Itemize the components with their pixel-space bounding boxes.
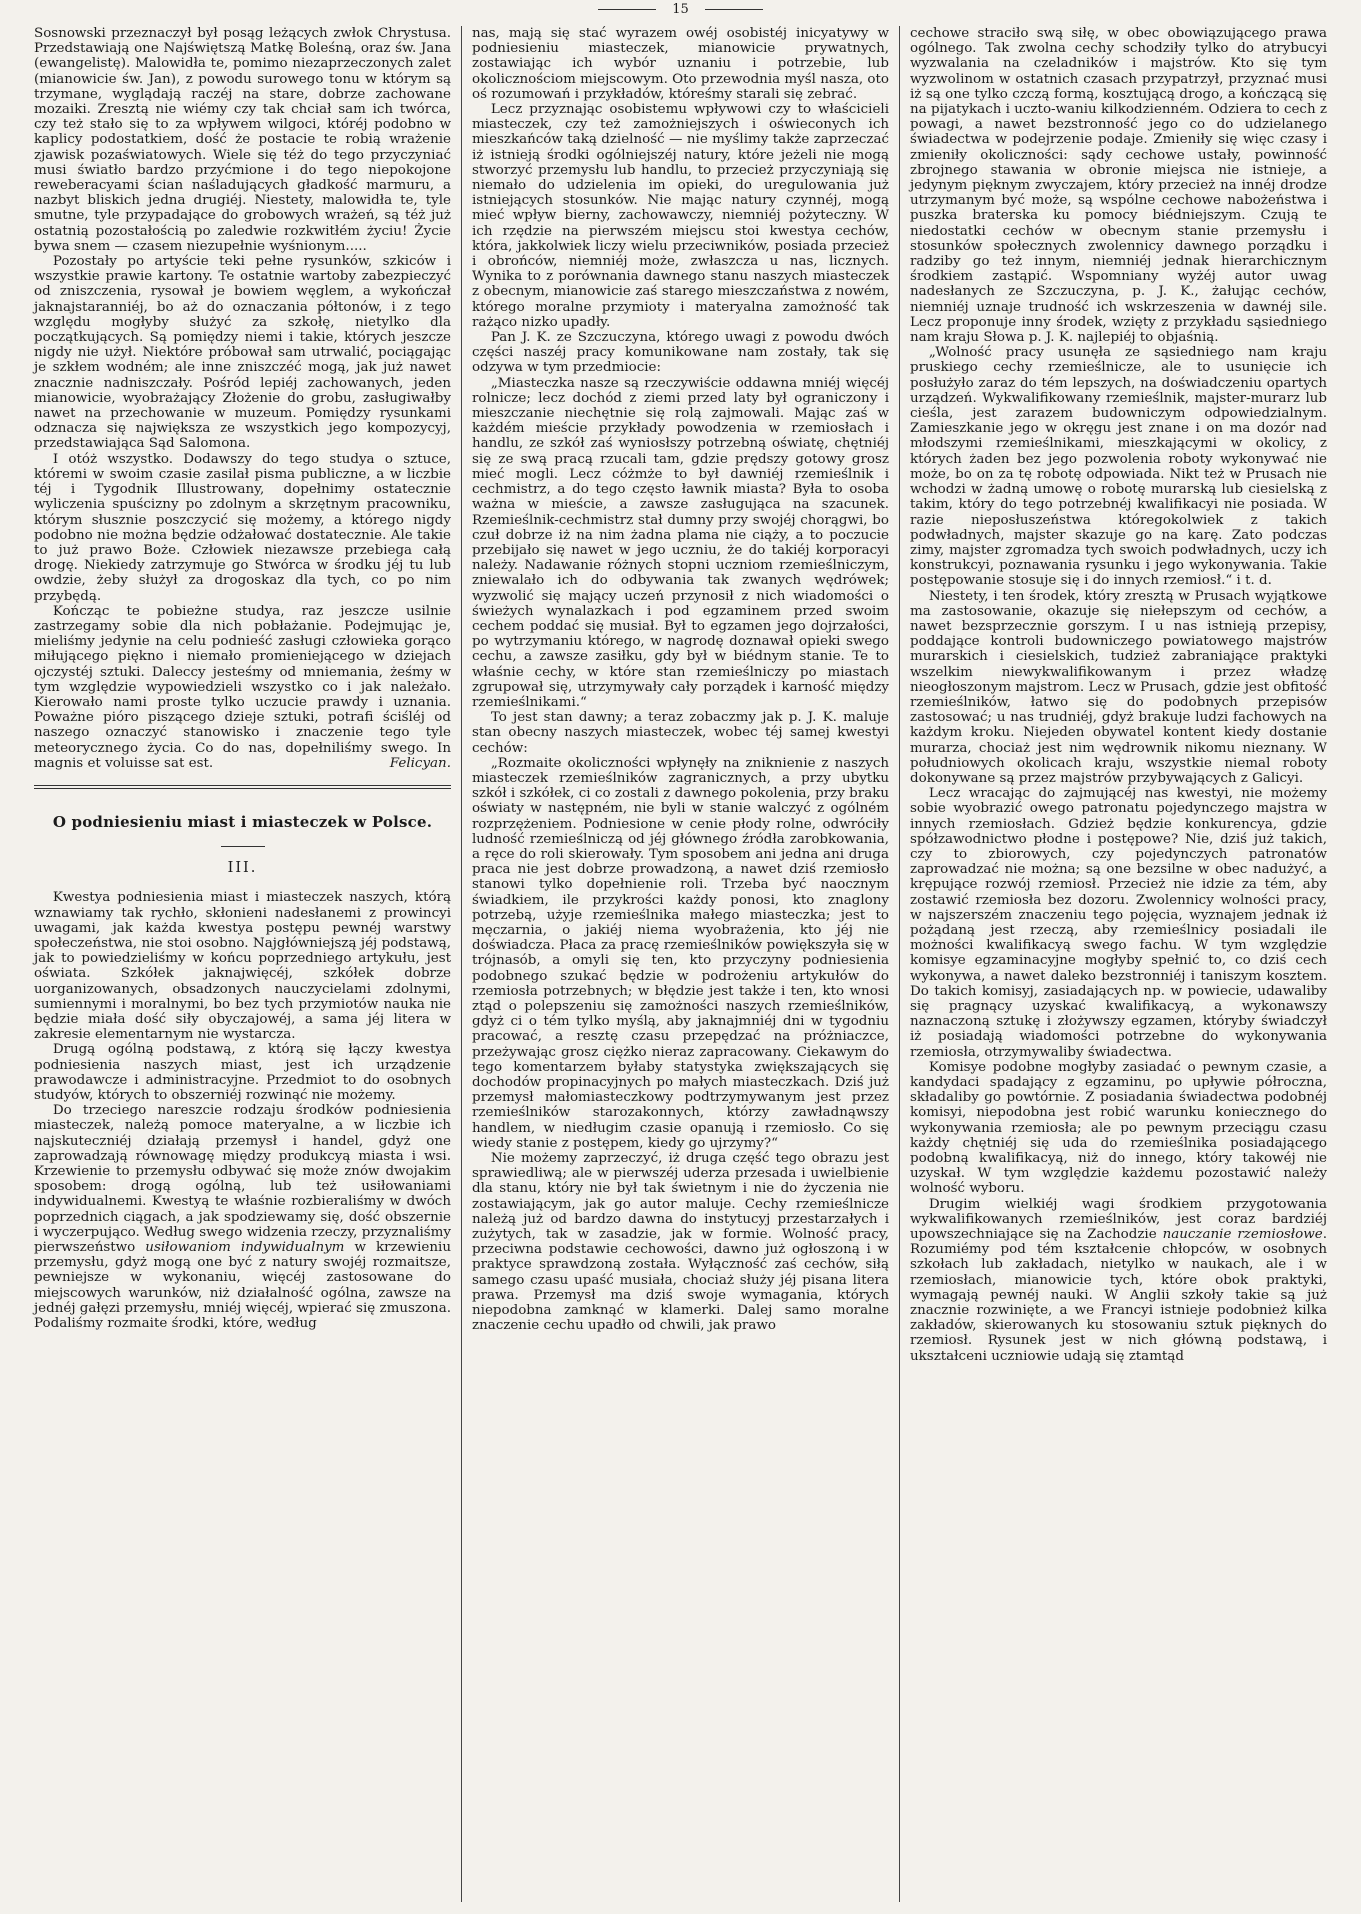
paragraph-text: . Rozumiémy pod tém kształcenie chłopców, w osobnych szkołach lub zakładach, nietylko w naukach, ale i w rzemiosłach, mianowicie tych, które obok praktyki, wymagają pewnéj nauki. W Anglii szkoły takie są już znacznie rozwinięte, a we Francyi istnieje podobnież kilka zakładów, skierowanych ku stosowaniu sztuk pięknych do rzemiosł. Rysunek jest w nich główną podstawą, i ukształceni uczniowie udają się ztamtąd xyxy=(910,1227,1327,1364)
paragraph: Niestety, i ten środek, który zresztą w Prusach wyjątkowe ma zastosowanie, okazuje się niełepszym od cechów, a nawet bezsprzecznie gorszym. I u nas istnieją przepisy, poddające kontroli budowniczego powiatowego majstrów murarskich i ciesielskich, tudzież zabraniające praktyki wszelkim niewykwalifikowanym i przez władzę nieogłoszonym majstrom. Lecz w Prusach, gdzie jest obfitość rzemieślników, łatwo się do podobnych przepisów zastosować; u nas trudniéj, gdyż brakuje ludzi fachowych na każdym kroku. Niejeden obywatel kontent kiedy dostanie murarza, chociaż jest nim wędrownik nikomu nieznany. W południowych okolicach kraju, wszystkie niemal roboty dokonywane są przez majstrów przybywających z Galicyi. xyxy=(910,588,1327,786)
paragraph: Komisye podobne mogłyby zasiadać o pewnym czasie, a kandydaci spadający z egzaminu, po upływie półroczna, składaliby go powtórnie. Z posiadania świadectwa podobnéj komisyi, niepodobna jest robić warunku koniecznego do wykonywania rzemiosła; ale po pewnym przeciągu czasu każdy chętniéj się uda do rzemieślnika posiadającego podobną kwalifikacyą, niż do innego, który takowéj nie uzyskał. W tym względzie każdemu pozostawić należy wolność wyboru. xyxy=(910,1059,1327,1197)
article-title: O podniesieniu miast i miasteczek w Polsce. xyxy=(52,812,433,831)
paragraph: cechowe straciło swą siłę, w obec obowiązującego prawa ogólnego. Tak zwolna cechy schodziły tylko do atrybucyi wyzwalania na czeladników i majstrów. Kto się tym wyzwolinom w ostatnich czasach przypatrzył, przyznać musi iż są one tylko czczą formą, kosztującą drogo, a kończącą się na pijatykach i uczto-waniu kilkodzienném. Odziera to cech z powagi, a nawet bezstronność jego co do udzielanego świadectwa w podejrzenie podaje. Zmieniły się więc czasy i zmieniły okoliczności: sądy cechowe ustały, powinność zbrojnego stawania w obronie miejsca nie istnieje, a jedynym pięknym zwyczajem, który przecież na innéj drodze utrzymanym być może, są wspólne cechowe nabożeństwa i puszka braterska ku pomocy biédniejszym. Czują te niedostatki cechów w obecnym stanie przemysłu i stosunków społecznych zwolennicy dawnego porządku i radziby go też innym, niemniéj jednak hierarchicznym środkiem zastąpić. Wspomniany wyżéj autor uwag nadesłanych ze Szczuczyna, p. J. K., żałując cechów, niemniéj uznaje trudność ich wskrzeszenia w dawnéj sile. Lecz proponuje inny środek, wzięty z przykładu sąsiedniego nam kraju Słowa p. J. K. najlepiéj to objaśnią. xyxy=(910,26,1327,346)
emphasized-text: nauczanie rzemiosłowe xyxy=(1162,1227,1323,1243)
paragraph: nas, mają się stać wyrazem owéj osobistéj inicyatywy w podniesieniu miasteczek, mianowicie prywatnych, zostawiając ich wybór uznaniu i potrzebie, lub okolicznościom miejscowym. Oto przewodnia myśl nasza, oto oś rozumowań i przykładów, któreśmy starali się zebrać. xyxy=(472,26,889,102)
paragraph-text: w krzewieniu przemysłu, gdyż mogą one być z natury swojéj rozmaitsze, pewniejsze w wykonaniu, więcéj zastosowane do miejscowych warunków, niż działalność ogólna, zawsze na jednéj gałęzi przemysłu, mniéj więcéj, wpierać się zmuszona. Podaliśmy rozmaite środki, które, według xyxy=(34,1240,451,1332)
quote-paragraph: „Wolność pracy usunęła ze sąsiedniego nam kraju pruskiego cechy rzemieślnicze, ale to usunięcie ich posłużyło zaraz do tém lepszych, na doświadczeniu opartych urządzeń. Wykwalifikowany rzemieślnik, majster-murarz lub cieśla, jest zarazem budowniczym odpowiedzialnym. Zamieszkanie jego w okręgu jest znane i on ma dozór nad młodszymi rzemieślnikami, mieszkającymi w okolicy, z których żaden bez jego pozwolenia roboty wykonywać nie może, bo on za tę robotę odpowiada. Nikt też w Prusach nie wchodzi w żadną umowę o robotę murarską lub ciesielską z takim, który do tego potrzebnéj kwalifikacyi nie posiada. W razie nieposłuszeństwa któregokolwiek z takich podwładnych, majster skazuje go na karę. Zato podczas zimy, majster zgromadza tych swoich podwładnych, uczy ich konstrukcyi, poznawania rysunku i jego wykonywania. Takie postępowanie stosuje się i do innych rzemiosł.“ i t. d. xyxy=(910,345,1327,589)
part-number: III. xyxy=(227,860,258,877)
paragraph: To jest stan dawny; a teraz zobaczmy jak p. J. K. maluje stan obecny naszych miasteczek, wobec téj samej kwestyi cechów: xyxy=(472,710,889,756)
quote-paragraph: „Miasteczka nasze są rzeczywiście oddawna mniéj więcéj rolnicze; lecz dochód z ziemi przed laty był ograniczony i mieszczanie niechętnie się rolą zajmowali. Mając zaś w każdém mieście przykłady powodzenia w rzemiosłach i handlu, ze szkół zaś wyniosłszy potrzebną oświatę, chętniéj się ze swą pracą rzucali tam, gdzie prędszy gotowy grosz mieć mogli. Lecz cóżmże to był dawniéj rzemieślnik i cechmistrz, a do tego często ławnik miasta? Była to osoba ważna w mieście, a zawsze zasługująca na szacunek. Rzemieślnik-cechmistrz stał dumny przy swojéj chorągwi, bo czuł dobrze iż na nim żadna plama nie ciąży, a to poczucie przebijało się nawet w jego uczniu, że do takiéj korporacyi należy. Nadawanie różnych stopni uczniom rzemieślniczym, zniewalało ich do odbywania tak zwanych wędrówek; wyzwolić się mający uczeń przynosił z nich wiadomości o świeżych wynalazkach i pod egzaminem przed swoim cechem poddać się musiał. Był to egzamen jego dojrzałości, po wytrzymaniu którego, w nagrodę doznawał opieki swego cechu, a zawsze zasiłku, gdy był w biédnym stanie. Te to właśnie cechy, w które stan rzemieślniczy po miastach zgrupował się, utrzymywały cały porządek i karność między rzemieślnikami.“ xyxy=(472,375,889,710)
page-number: 15 xyxy=(672,1,689,17)
header-rule-left xyxy=(598,9,656,10)
header-rule-right xyxy=(705,9,763,10)
title-rule xyxy=(221,846,265,847)
paragraph xyxy=(910,1197,1327,1364)
article-separator xyxy=(34,785,451,789)
paragraph: Pozostały po artyście teki pełne rysunków, szkiców i wszystkie prawie kartony. Te ostatnie wartoby zabezpieczyć od zniszczenia, rysował je bowiem węglem, a wykończał jaknajstaranniéj, bo aż do oznaczania półtonów, i z tego względu mogłyby służyć za szkołę, nietylko dla początkujących. Są pomiędzy niemi i takie, których jeszcze nigdy nie użył. Niektóre próbował sam utrwalić, pociągając je szkłem wodném; ale inne zniszczéć mogą, jak już nawet znacznie nadniszczały. Pośród lepiéj zachowanych, jeden mianowicie, wyobrażający Złożenie do grobu, zasługiwałby nawet na przechowanie w muzeum. Pomiędzy rysunkami odznacza się największa ze wszystkich jego kompozycyj, przedstawiająca Sąd Salomona. xyxy=(34,254,451,452)
column-1 xyxy=(24,26,461,1902)
paragraph: Nie możemy zaprzeczyć, iż druga część tego obrazu jest sprawiedliwą; ale w pierwszéj uderza przesada i uwielbienie dla stanu, który nie był tak świetnym i nie do życzenia nie zostawiającym, jak go autor maluje. Cechy rzemieślnicze należą już od bardzo dawna do instytucyj przestarzałych i zużytych, tak w zasadzie, jak w formie. Wolność pracy, przeciwna podstawie cechowości, dawno już ogłoszoną i w praktyce sprawdzoną została. Wyłączność zaś cechów, siłą samego czasu upaść musiała, chociaż służy jéj pisana litera prawa. Przemysł ma dziś swoje wymagania, których niepodobna zamknąć w klamerki. Dalej samo moralne znaczenie cechu upadło od chwili, jak prawo xyxy=(472,1151,889,1334)
paragraph xyxy=(34,1103,451,1331)
paragraph: Lecz wracając do zajmującéj nas kwestyi, nie możemy sobie wyobrazić owego patronatu pojedynczego majstra w innych rzemiosłach. Gdzież będzie konkurencya, gdzie spółzawodnictwo płodne i postępowe? Nie, dziś już takich, czy to zbiorowych, czy pojedynczych patronatów zaprowadzać nie można; są one bezsilne w obec nadużyć, a krępujące rozwój rzemiosł. Przecież nie idzie za tém, aby zostawić rzemiosła bez dozoru. Zwolennicy wolności pracy, w najszerszém znaczeniu tego pojęcia, wyznajem jednak iż pożądaną jest rzeczą, aby rzemieślnicy posiadali ile możności kwalifikacyą swego fachu. W tym względzie komisye egzaminacyjne mogłyby spełnić to, co dziś cech wykonywa, a nawet daleko bezstronniéj i taniszym kosztem. Do takich komisyj, zasiadających np. w powiecie, udawaliby się pragnący uzyskać kwalifikacyą, a wykonawszy naznaczoną sztukę i złożywszy egzamen, któryby świadczył iż posiadają wiadomości potrzebne do wykonywania rzemiosła, otrzymywaliby świadectwa. xyxy=(910,786,1327,1060)
quote-paragraph: „Rozmaite okoliczności wpłynęły na zniknienie z naszych miasteczek rzemieślników zagranicznych, a przy ubytku szkół i szkółek, ci co zostali z dawnego pokolenia, przy braku oświaty w następném, nie byli w stanie walczyć z ogólném rozprzężeniem. Podniesione w cenie płody rolne, odwróciły ludność rzemieślniczą od jéj głównego źródła zarobkowania, a ręce do roli skierowały. Tym sposobem ani jedna ani druga praca nie jest dobrze prowadzoną, a nawet dziś rzemiosło stanowi tylko dopełnienie roli. Trzeba być naocznym świadkiem, ile przykrości każdy ponosi, kto znaglony potrzebą, użyje rzemieślnika małego miasteczka; jest to męczarnia, o jakiéj niema wyobrażenia, kto jéj nie doświadcza. Płaca za pracę rzemieślników powiększyła się w trójnasób, a omyli się ten, kto przyczyny podniesienia podobnego szukać będzie w podrożeniu artykułów do rzemiosła potrzebnych; w błędzie jest także i ten, kto wnosi ztąd o polepszeniu się zamożności naszych rzemieślników, gdyż ci o tém tylko myślą, aby jaknajmniéj dni w tygodniu pracować, a resztę czasu przepędzać na próżniaczce, przeżywając grosz ciężko nieraz zapracowany. Ciekawym do tego komentarzem byłaby statystyka zwiększających się dochodów propinacyjnych po małych miasteczkach. Dziś już przemysł małomiasteczkowy podtrzymywanym jest przez rzemieślników starozakonnych, którzy zawładnąwszy handlem, w niedługim czasie opanują i rzemiosło. Co się wiedy stanie z postępem, kiedy go ujrzymy?“ xyxy=(472,755,889,1151)
paragraph-text: Drugim wielkiéj wagi środkiem przygotowania wykwalifikowanych rzemieślników, jest coraz bardziéj upowszechniające się na Zachodzie xyxy=(910,1196,1327,1243)
column-2 xyxy=(461,26,899,1902)
paragraph xyxy=(34,604,451,771)
paragraph: I otóż wszystko. Dodawszy do tego studya o sztuce, któremi w swoim czasie zasilał pisma publiczne, a w liczbie téj i Tygodnik Illustrowany, dopełnimy ostatecznie wyliczenia spuścizny po zdolnym a skrzętnym pracowniku, którym słusznie poszczycić się możemy, a którego nigdy podobno nie można będzie odżałować dostatecznie. Ale takie to już prawo Boże. Człowiek niezawsze przebiega całą drogę. Niekiedy zatrzymuje go Stwórca w środku jéj tu lub owdzie, żeby służył za drogoskaz dla tych, co po nim przybędą. xyxy=(34,451,451,604)
column-3 xyxy=(899,26,1337,1902)
paragraph: Kwestya podniesienia miast i miasteczek naszych, którą wznawiamy tak rychło, skłonieni nadesłanemi z prowincyi uwagami, jak każda kwestya postępu pewnéj warstwy społeczeństwa, nie stoi osobno. Najgłówniejszą jéj podstawą, jak to powiedzieliśmy w końcu poprzedniego artykułu, jest oświata. Szkółek jaknajwięcéj, szkółek dobrze uorganizowanych, obsadzonych nauczycielami zdolnymi, sumiennymi i moralnymi, bo bez tych przymiotów nauka nie będzie miała dość siły obyczajowéj, a sama jéj litera w zakresie elementarnym nie wystarcza. xyxy=(34,890,451,1043)
page-header xyxy=(0,0,1361,18)
paragraph: Lecz przyznając osobistemu wpływowi czy to właścicieli miasteczek, czy też zamożniejszych i oświeconych ich mieszkańców taką dzielność — nie myślimy także zaprzeczać iż istnieją środki ogólniejszéj natury, które jeżeli nie mogą stworzyć przemysłu lub handlu, to przecież przyczyniają się niemało do udzielenia im opieki, do uregulowania już istniejących stosunków. Nie mając natury czynnéj, mogą mieć wpływ bierny, zachowawczy, niemniéj pożyteczny. W ich rzędzie na pierwszém miejscu stoi kwestya cechów, która, jakkolwiek liczy wielu przeciwników, posiada przecież i obrońców, niemniéj może, zwłaszcza u nas, licznych. Wynika to z porównania dawnego stanu naszych miasteczek z obecnym, mianowicie zaś starego mieszczaństwa z nowém, którego moralne przymioty i materyalna zamożność tak rażąco nizko upadły. xyxy=(472,102,889,330)
emphasized-text: usiłowaniom indywidualnym xyxy=(145,1240,345,1256)
paragraph: Pan J. K. ze Szczuczyna, którego uwagi z powodu dwóch części naszéj pracy komunikowane nam zostały, tak się odzywa w tym przedmiocie: xyxy=(472,330,889,376)
paragraph-text: Do trzeciego nareszcie rodzaju środków podniesienia miasteczek, należą pomoce materyalne, a w liczbie ich najskuteczniéj działają przemysł i handel, gdyż one zaprowadzają równowagę między produkcyą miasta i wsi. Krzewienie to przemysłu odbywać się może znów dwojakim sposobem: drogą ogólną, lub też usiłowaniami indywidualnemi. Kwestyą te właśnie rozbieraliśmy w dwóch poprzednich ciągach, a jak spodziewamy się, dość obszernie i wyczerpująco. Według swego widzenia rzeczy, przyznaliśmy pierwszeństwo xyxy=(34,1103,451,1256)
paragraph: Drugą ogólną podstawą, z którą się łączy kwestya podniesienia naszych miast, jest ich urządzenie prawodawcze i administracyjne. Przedmiot to do osobnych studyów, których to obszerniéj rozwinąć nie możemy. xyxy=(34,1042,451,1103)
paragraph: Sosnowski przeznaczył był posąg leżących zwłok Chrystusa. Przedstawiają one Najświętszą Matkę Boleśną, oraz św. Jana (ewangelistę). Malowidła te, pomimo niezaprzeczonych zalet (mianowicie św. Jan), z powodu surowego tonu w którym są trzymane, wyglądają raczéj na stare, dobrze zachowane mozaiki. Zresztą nie wiémy czy tak chciał sam ich twórca, czy też stało się to za wpływem wilgoci, któréj podobno w kaplicy podostatkiem, dość że postacie te robią wrażenie zjawisk pozaświatowych. Wiele się téż do tego przyczyniać musi światło bardzo przyćmione i do tego niepokojone reweberacyami ścian naśladujących gładkość marmuru, a nazbyt bliskich jedna drugiéj. Niestety, malowidła te, tyle smutne, tyle przypadające do grobowych wrażeń, są téż już ostatnią pozostałością po zaledwie rozkwitłém życiu! Życie bywa snem — czasem niezupełnie wyśnionym..... xyxy=(34,26,451,254)
paragraph-text: Kończąc te pobieżne studya, raz jeszcze usilnie zastrzegamy sobie dla nich pobłażanie. Podejmując je, mieliśmy jedynie na celu podnieść zasługi człowieka gorąco miłującego piękno i niemało promieniejącego w dziejach ojczystéj sztuki. Daleccy jesteśmy od mniemania, żeśmy w tym względzie wypowiedzieli wszystko co i jak należało. Kierowało nami proste tylko uczucie prawdy i uznania. Poważne pióro piszącego dzieje sztuki, potrafi ściśléj od naszego oznaczyć stanowisko i znaczenie tego tyle meteorycznego życia. Co do nas, dopełniliśmy swego. In magnis et voluisse sat est. xyxy=(34,603,451,771)
author-signature: Felicyan. xyxy=(389,755,451,771)
text-columns xyxy=(24,26,1337,1902)
